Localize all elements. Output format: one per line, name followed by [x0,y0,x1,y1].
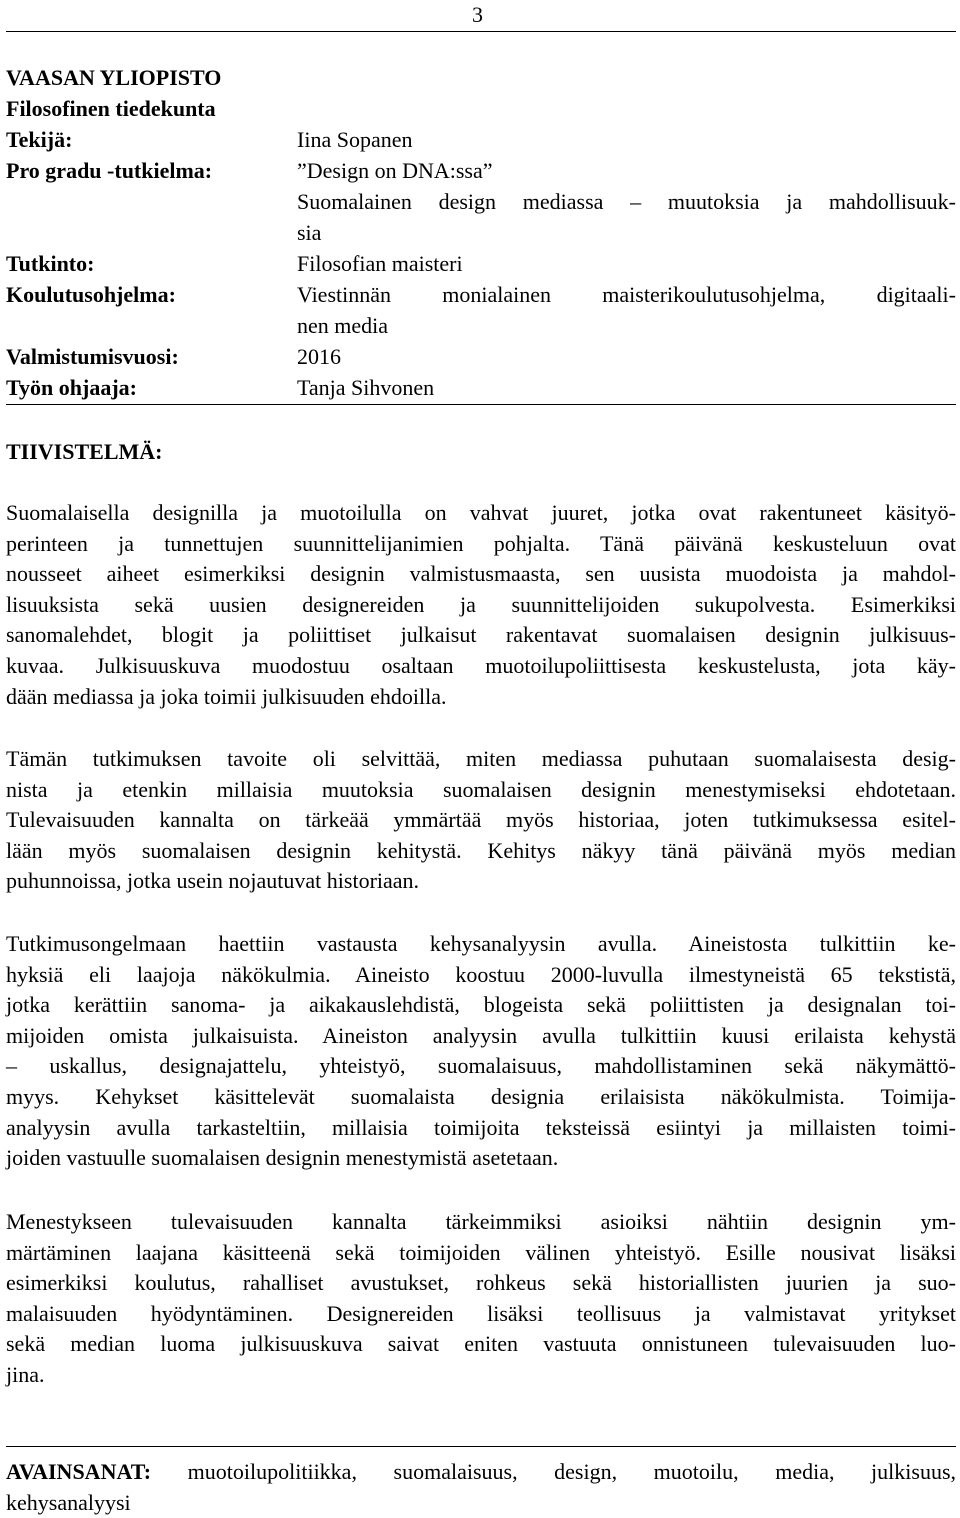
text-line: nista ja etenkin millaisia muutoksia suomalaisen designin menestymiseksi ehdotetaan. [6,776,956,802]
text-line: sanomalehdet, blogit ja poliittiset julkaisut rakentavat suomalaisen designin julkisuus- [6,622,956,648]
text-line: hyksiä eli laajoja näkökulmia. Aineisto koostuu 2000-luvulla ilmestyneistä 65 tekstistä, [6,961,956,987]
text-line: – uskallus, designajattelu, yhteistyö, suomalaisuus, mahdollistaminen sekä näkymättö- [6,1053,956,1079]
text-line: Suomalaisella designilla ja muotoilulla on vahvat juuret, jotka ovat rakentuneet käsityö- [6,500,956,525]
meta-degree [6,248,956,279]
abstract-paragraph-1 [6,498,956,712]
meta-thesis-title [6,155,956,248]
text-line: Tutkimusongelmaan haettiin vastausta kehysanalyysin avulla. Aineistosta tulkittiin ke- [6,931,956,956]
text-line: märtäminen laajana käsitteenä sekä toimijoiden välinen yhteistyö. Esille nousivat lisäksi [6,1239,956,1265]
text-line: kuvaa. Julkisuuskuva muodostuu osaltaan muotoilupoliittisesta keskustelusta, jota käy- [6,652,956,678]
text-line: puhunnoissa, jotka usein nojautuvat historiaan. [6,868,420,894]
text-line: nousseet aiheet esimerkiksi designin valmistusmaasta, sen uusista muodoista ja mahdol- [6,561,956,587]
header-divider [6,404,956,405]
meta-value: nen media [297,313,389,338]
meta-value: Suomalainen design mediassa – muutoksia ja mahdollisuuk- [297,189,956,214]
text-line: Tulevaisuuden kannalta on tärkeää ymmärtää myös historiaa, joten tutkimuksessa esitel- [6,807,956,833]
text-line: myys. Kehykset käsittelevät suomalaista designia erilaisista näkökulmista. Toimija- [6,1083,956,1109]
university-name: VAASAN YLIOPISTO [6,65,222,90]
text-line: analyysin avulla tarkasteltiin, millaisia toimijoita teksteissä esiintyi ja millaisten toimi- [6,1114,956,1140]
text-line: dään mediassa ja joka toimii julkisuuden ehdoilla. [6,683,447,709]
meta-label: Koulutusohjelma: [6,282,176,307]
meta-value: Tanja Sihvonen [297,375,435,400]
abstract-heading: TIIVISTELMÄ: [6,439,163,464]
meta-value: Iina Sopanen [297,127,413,152]
text-line: Menestykseen tulevaisuuden kannalta tärkeimmiksi asioiksi nähtiin designin ym- [6,1209,956,1234]
text-line: Tämän tutkimuksen tavoite oli selvittää, miten mediassa puhutaan suomalaisesta desig- [6,746,956,771]
meta-year [6,341,956,372]
text-line: lään myös suomalaisen designin kehitystä. Kehitys näkyy tänä päivänä myös median [6,837,956,863]
meta-author [6,124,956,155]
keywords-divider [6,1446,956,1447]
keywords-text: kehysanalyysi [6,1490,131,1515]
meta-value: sia [297,220,322,245]
meta-value: Filosofian maisteri [297,251,463,276]
meta-label: Työn ohjaaja: [6,375,137,400]
text-line: sekä median luoma julkisuuskuva saivat eniten vastuuta onnistuneen tulevaisuuden luo- [6,1331,956,1357]
text-line: jotka kerättiin sanoma- ja aikakauslehdistä, blogeista sekä poliittisten ja designalan toi- [6,992,956,1018]
text-line: mijoiden omista julkaisuista. Aineiston analyysin avulla tulkittiin kuusi erilaista kehystä [6,1022,956,1048]
meta-label: Tekijä: [6,127,73,152]
thesis-header [6,62,956,400]
keywords-text: muotoilupolitiikka, suomalaisuus, design, muotoilu, media, julkisuus, [187,1459,957,1484]
meta-value: Viestinnän monialainen maisterikoulutusohjelma, digitaali- [297,282,956,307]
text-line: esimerkiksi koulutus, rahalliset avustukset, rohkeus sekä historiallisten juurien ja suo- [6,1270,956,1296]
meta-label: Tutkinto: [6,251,95,276]
text-line: malaisuuden hyödyntäminen. Designereiden lisäksi teollisuus ja valmistavat yritykset [6,1300,956,1326]
faculty-name: Filosofinen tiedekunta [6,96,216,121]
abstract-paragraph-4 [6,1207,956,1391]
meta-supervisor [6,372,956,403]
meta-label: Valmistumisvuosi: [6,344,179,369]
text-line: lisuuksista sekä uusien designereiden ja suunnittelijoiden sukupolvesta. Esimerkiksi [6,591,956,617]
meta-value: 2016 [297,344,341,369]
meta-programme [6,279,956,341]
text-line: joiden vastuulle suomalaisen designin menestymistä asetetaan. [6,1145,559,1171]
abstract-paragraph-2 [6,744,956,897]
keywords-label: AVAINSANAT: [6,1459,152,1484]
keywords-section [6,1456,956,1518]
text-line: perinteen ja tunnettujen suunnittelijanimien pohjalta. Tänä päivänä keskusteluun ovat [6,530,956,556]
meta-label: Pro gradu -tutkielma: [6,158,213,183]
text-line: jina. [6,1361,45,1387]
meta-value: ”Design on DNA:ssa” [297,158,493,183]
top-divider [6,31,956,32]
page-number: 3 [472,2,483,27]
abstract-paragraph-3 [6,929,956,1174]
